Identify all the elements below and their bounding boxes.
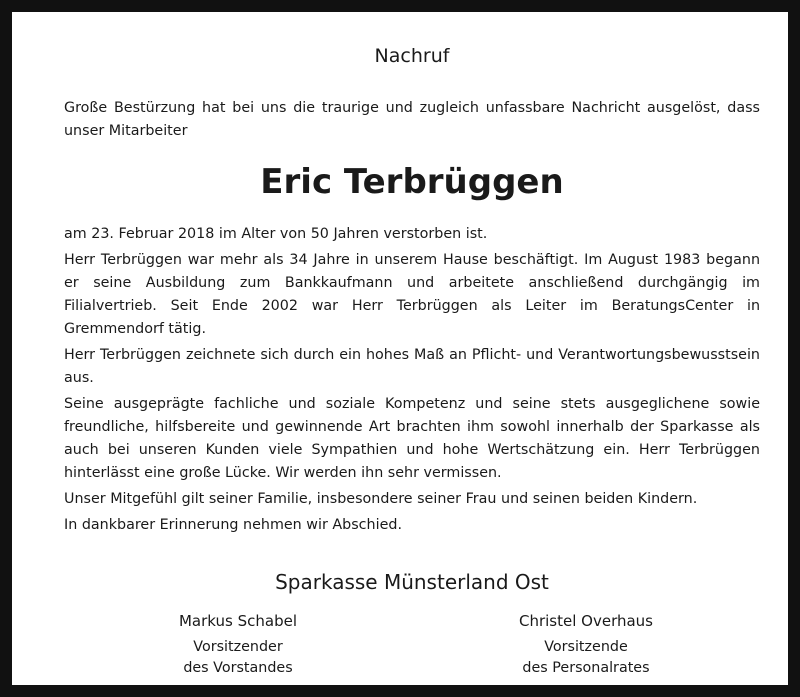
signatory-role-line: Vorsitzende <box>544 639 628 655</box>
signatory-role-line: Vorsitzender <box>193 639 283 655</box>
signatory-name: Christel Overhaus <box>518 612 653 630</box>
signatory-left <box>88 610 388 679</box>
paragraph-death-date: am 23. Februar 2018 im Alter von 50 Jahren verstorben ist. <box>64 226 488 242</box>
signatory-right <box>436 610 736 679</box>
paragraph-farewell: In dankbarer Erinnerung nehmen wir Abschied. <box>64 517 402 533</box>
obituary-heading: Nachruf <box>374 45 450 67</box>
paragraph-character: Herr Terbrüggen zeichnete sich durch ein hohes Maß an Pflicht- und Verantwortungsbewusstsein aus. <box>64 347 760 386</box>
signatory-role-line: des Vorstandes <box>183 660 293 676</box>
obituary-body <box>64 223 760 540</box>
intro-text: Große Bestürzung hat bei uns die traurige und zugleich unfassbare Nachricht ausgelöst, dass unser Mitarbeiter <box>64 100 760 139</box>
paragraph-condolence: Unser Mitgefühl gilt seiner Familie, insbesondere seiner Frau und seinen beiden Kindern. <box>64 491 698 507</box>
deceased-name: Eric Terbrüggen <box>260 162 564 202</box>
paragraph-appreciation: Seine ausgeprägte fachliche und soziale Kompetenz und seine stets ausgeglichene sowie freundliche, hilfsbereite und gewinnende Art brachten ihm sowohl innerhalb der Sparkasse als auch bei unseren Kunden viele Sympathien und hohe Wertschätzung ein. Herr Terbrüggen hinterlässt eine große Lücke. Wir werden ihn sehr vermissen. <box>64 396 760 481</box>
organization-name: Sparkasse Münsterland Ost <box>275 570 549 594</box>
signatory-role-line: des Personalrates <box>522 660 650 676</box>
signatory-name: Markus Schabel <box>178 612 297 630</box>
paragraph-career: Herr Terbrüggen war mehr als 34 Jahre in unserem Hause beschäftigt. Im August 1983 begann er seine Ausbildung zum Bankkaufmann und arbeitete anschließend durchgängig im Filialvertrieb. Seit Ende 2002 war Herr Terbrüggen als Leiter im BeratungsCenter in Gremmendorf tätig. <box>64 252 760 337</box>
